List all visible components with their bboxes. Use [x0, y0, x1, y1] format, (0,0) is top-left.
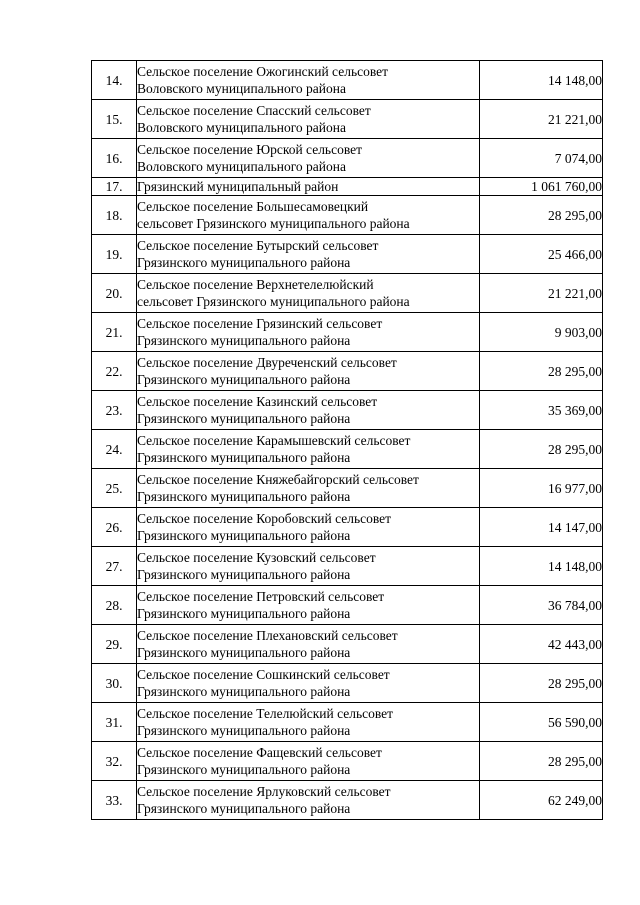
municipality-name-line: Сельское поселение Казинский сельсовет — [137, 394, 378, 409]
municipality-name-line: Грязинского муниципального района — [137, 528, 351, 543]
table-row — [92, 625, 603, 664]
amount-cell: 14 148,00 — [480, 61, 603, 100]
table-row — [92, 139, 603, 178]
municipality-name-line: Сельское поселение Юрской сельсовет — [137, 142, 363, 157]
amount-cell: 16 977,00 — [480, 469, 603, 508]
amount-cell: 42 443,00 — [480, 625, 603, 664]
municipality-name-line: Сельское поселение Плехановский сельсовет — [137, 628, 398, 643]
row-number: 16. — [92, 139, 137, 178]
municipality-name-line: Грязинского муниципального района — [137, 411, 351, 426]
table-row — [92, 352, 603, 391]
amount-cell: 28 295,00 — [480, 742, 603, 781]
table-row — [92, 469, 603, 508]
municipality-name-line: Сельское поселение Верхнетелелюйский — [137, 277, 374, 292]
amount-cell: 9 903,00 — [480, 313, 603, 352]
municipality-name-cell — [137, 742, 480, 781]
row-number: 22. — [92, 352, 137, 391]
municipality-name-cell — [137, 352, 480, 391]
row-number: 29. — [92, 625, 137, 664]
municipality-name-cell — [137, 274, 480, 313]
row-number: 24. — [92, 430, 137, 469]
row-number: 28. — [92, 586, 137, 625]
amount-cell: 28 295,00 — [480, 430, 603, 469]
row-number: 30. — [92, 664, 137, 703]
municipality-name-line: Сельское поселение Бутырский сельсовет — [137, 238, 379, 253]
municipality-name-line: Сельское поселение Сошкинский сельсовет — [137, 667, 390, 682]
municipality-name-line: Грязинского муниципального района — [137, 684, 351, 699]
municipality-name-line: сельсовет Грязинского муниципального района — [137, 294, 410, 309]
row-number: 31. — [92, 703, 137, 742]
allocation-table — [91, 60, 603, 820]
municipality-name-line: Сельское поселение Ярлуковский сельсовет — [137, 784, 391, 799]
municipality-name-line: Воловского муниципального района — [137, 159, 346, 174]
row-number: 18. — [92, 196, 137, 235]
municipality-name-cell — [137, 139, 480, 178]
municipality-name-line: Сельское поселение Кузовский сельсовет — [137, 550, 376, 565]
amount-cell: 1 061 760,00 — [480, 178, 603, 196]
table-row — [92, 430, 603, 469]
municipality-name-line: Сельское поселение Княжебайгорский сельсовет — [137, 472, 419, 487]
municipality-name-line: Грязинского муниципального района — [137, 567, 351, 582]
amount-cell: 28 295,00 — [480, 352, 603, 391]
table-row — [92, 313, 603, 352]
row-number: 17. — [92, 178, 137, 196]
municipality-name-cell — [137, 547, 480, 586]
table-row — [92, 61, 603, 100]
table-row — [92, 703, 603, 742]
municipality-name-line: Воловского муниципального района — [137, 120, 346, 135]
amount-cell: 36 784,00 — [480, 586, 603, 625]
municipality-name-cell — [137, 625, 480, 664]
municipality-name-cell — [137, 178, 480, 196]
municipality-name-line: Грязинского муниципального района — [137, 606, 351, 621]
municipality-name-line: Сельское поселение Большесамовецкий — [137, 199, 369, 214]
row-number: 26. — [92, 508, 137, 547]
amount-cell: 14 147,00 — [480, 508, 603, 547]
table-row — [92, 178, 603, 196]
municipality-name-cell — [137, 61, 480, 100]
row-number: 25. — [92, 469, 137, 508]
row-number: 21. — [92, 313, 137, 352]
municipality-name-line: Грязинского муниципального района — [137, 450, 351, 465]
municipality-name-line: Грязинский муниципальный район — [137, 179, 339, 194]
municipality-name-line: Сельское поселение Телелюйский сельсовет — [137, 706, 394, 721]
table-row — [92, 547, 603, 586]
municipality-name-line: Грязинского муниципального района — [137, 723, 351, 738]
municipality-name-cell — [137, 508, 480, 547]
municipality-name-line: Грязинского муниципального района — [137, 801, 351, 816]
municipality-name-line: Сельское поселение Фащевский сельсовет — [137, 745, 382, 760]
table-row — [92, 235, 603, 274]
municipality-name-line: Сельское поселение Грязинский сельсовет — [137, 316, 383, 331]
row-number: 33. — [92, 781, 137, 820]
amount-cell: 62 249,00 — [480, 781, 603, 820]
row-number: 15. — [92, 100, 137, 139]
table-row — [92, 586, 603, 625]
row-number: 23. — [92, 391, 137, 430]
municipality-name-cell — [137, 664, 480, 703]
municipality-name-cell — [137, 586, 480, 625]
row-number: 32. — [92, 742, 137, 781]
municipality-name-line: Сельское поселение Коробовский сельсовет — [137, 511, 392, 526]
table-row — [92, 274, 603, 313]
amount-cell: 56 590,00 — [480, 703, 603, 742]
amount-cell: 7 074,00 — [480, 139, 603, 178]
table-row — [92, 781, 603, 820]
municipality-name-line: Грязинского муниципального района — [137, 372, 351, 387]
municipality-name-line: Грязинского муниципального района — [137, 333, 351, 348]
municipality-name-line: Воловского муниципального района — [137, 81, 346, 96]
table-body — [92, 61, 603, 820]
municipality-name-line: Сельское поселение Карамышевский сельсовет — [137, 433, 411, 448]
row-number: 27. — [92, 547, 137, 586]
amount-cell: 28 295,00 — [480, 196, 603, 235]
municipality-name-cell — [137, 313, 480, 352]
municipality-name-line: Грязинского муниципального района — [137, 645, 351, 660]
municipality-name-cell — [137, 391, 480, 430]
municipality-name-line: Сельское поселение Спасский сельсовет — [137, 103, 371, 118]
municipality-name-cell — [137, 196, 480, 235]
amount-cell: 25 466,00 — [480, 235, 603, 274]
municipality-name-cell — [137, 469, 480, 508]
amount-cell: 14 148,00 — [480, 547, 603, 586]
row-number: 14. — [92, 61, 137, 100]
table-row — [92, 742, 603, 781]
amount-cell: 35 369,00 — [480, 391, 603, 430]
municipality-name-line: Грязинского муниципального района — [137, 489, 351, 504]
row-number: 19. — [92, 235, 137, 274]
table-row — [92, 391, 603, 430]
municipality-name-line: Грязинского муниципального района — [137, 255, 351, 270]
municipality-name-cell — [137, 430, 480, 469]
amount-cell: 21 221,00 — [480, 100, 603, 139]
municipality-name-line: Грязинского муниципального района — [137, 762, 351, 777]
municipality-name-line: Сельское поселение Ожогинский сельсовет — [137, 64, 389, 79]
table-row — [92, 508, 603, 547]
table-row — [92, 100, 603, 139]
municipality-name-line: сельсовет Грязинского муниципального района — [137, 216, 410, 231]
municipality-name-cell — [137, 235, 480, 274]
table-row — [92, 196, 603, 235]
municipality-name-cell — [137, 781, 480, 820]
municipality-name-line: Сельское поселение Петровский сельсовет — [137, 589, 385, 604]
amount-cell: 28 295,00 — [480, 664, 603, 703]
row-number: 20. — [92, 274, 137, 313]
municipality-name-line: Сельское поселение Двуреченский сельсовет — [137, 355, 397, 370]
amount-cell: 21 221,00 — [480, 274, 603, 313]
municipality-name-cell — [137, 703, 480, 742]
municipality-name-cell — [137, 100, 480, 139]
table-row — [92, 664, 603, 703]
